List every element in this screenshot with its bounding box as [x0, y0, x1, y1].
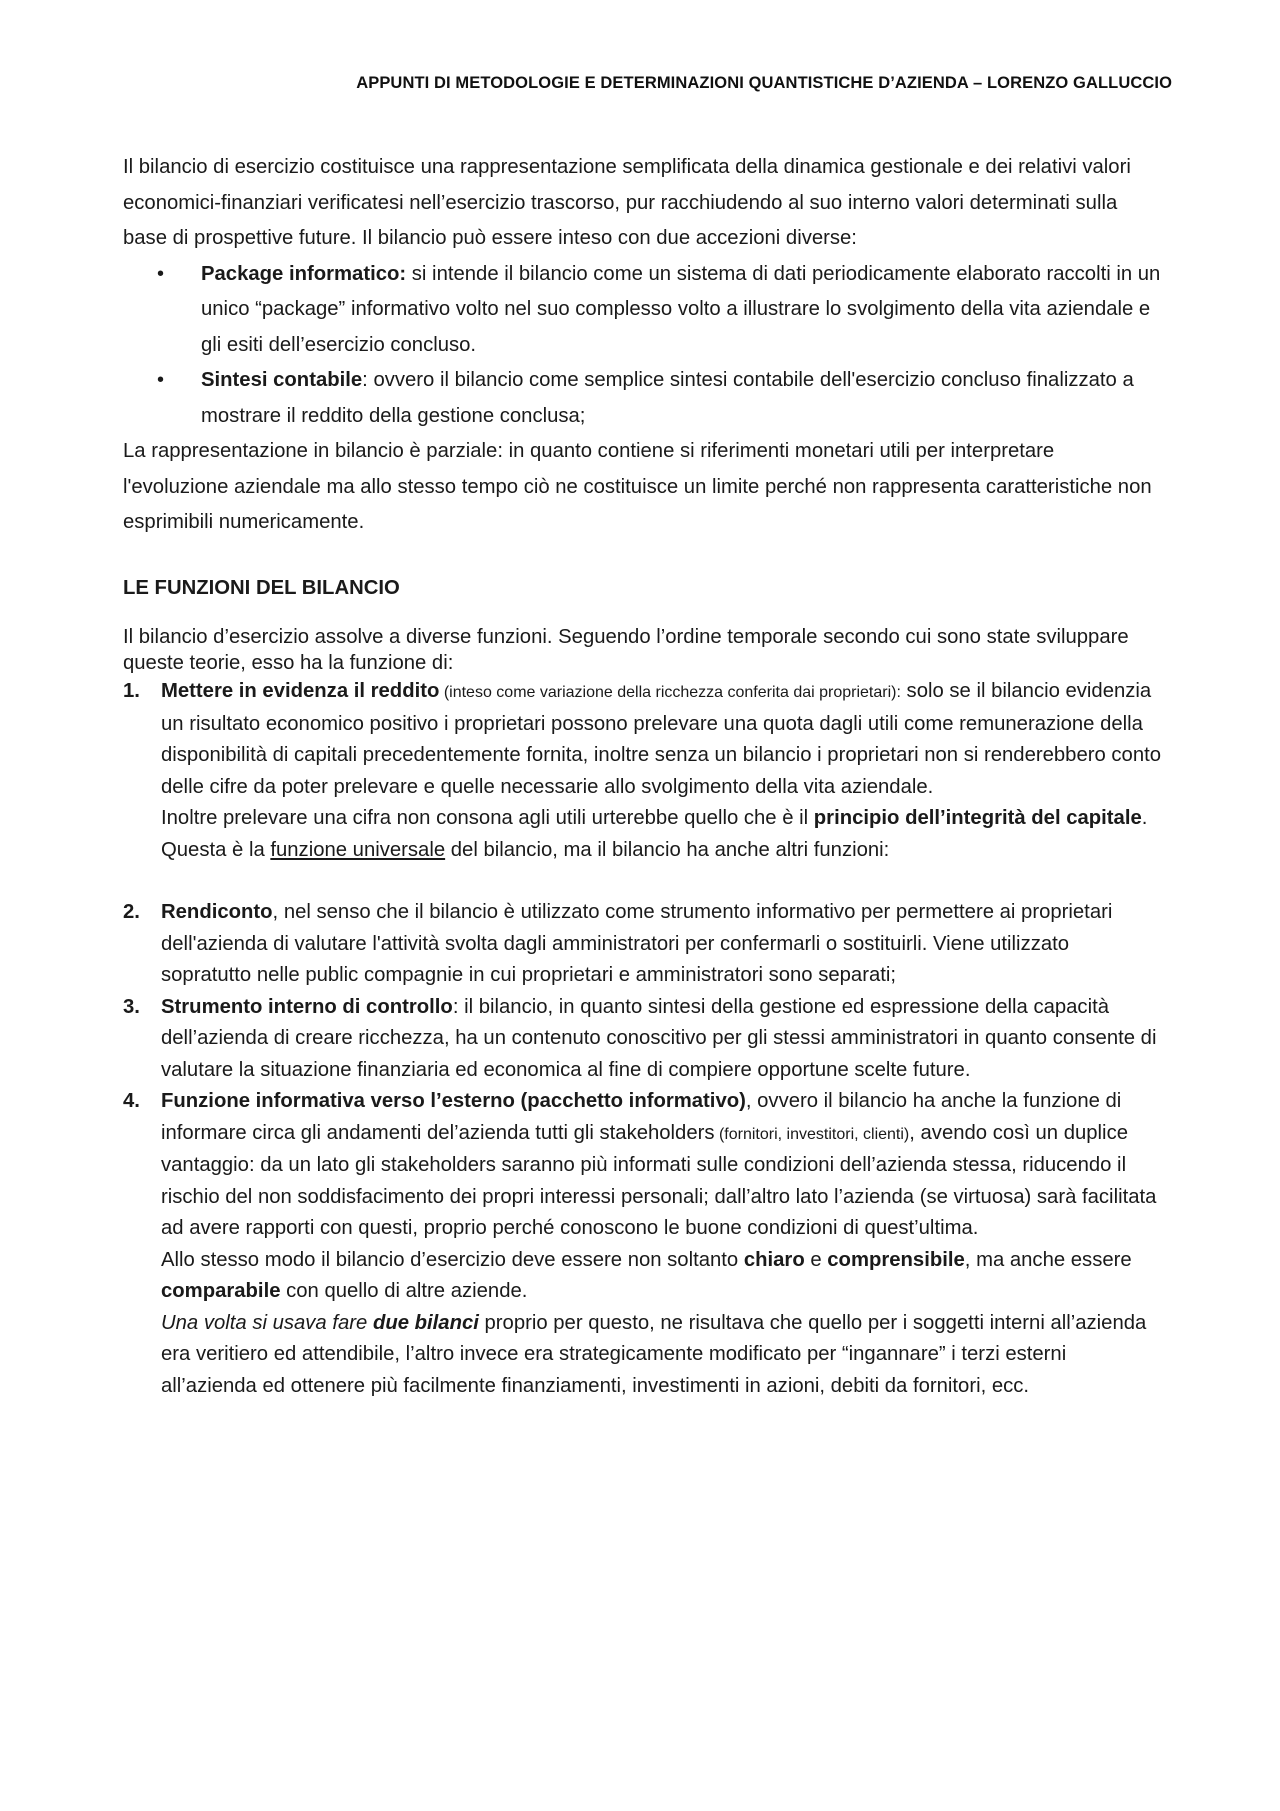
item-term: Rendiconto [161, 901, 273, 923]
item-text: e [804, 1248, 828, 1271]
spacer [123, 866, 1163, 897]
item-italic: Una volta si usava fare [161, 1311, 373, 1334]
item-text: . [1141, 807, 1148, 829]
item-number: 4. [123, 1090, 140, 1112]
item-text: Questa è la [161, 838, 271, 861]
item-term: Mettere in evidenza il reddito [161, 680, 440, 702]
bullet-term: Package informatico: [201, 262, 407, 285]
item-number: 3. [123, 995, 140, 1018]
item-text: , nel senso che il bilancio è utilizzato come strumento informativo per permettere ai proprietari dell'azienda di valutare l'attività svolta dagli amministratori per confermarli o sostituirli. Viene utilizzato sopratutto nelle public compagnie in cui proprietari e amministratori sono separati; [161, 901, 1113, 986]
function-item [123, 992, 1163, 1087]
section-title: LE FUNZIONI DEL BILANCIO [123, 576, 400, 599]
item-text: , ovvero il bilancio ha anche la funzione di informare circa gli andamenti del’azienda tutti gli stakeholders [161, 1090, 1122, 1144]
item-text: con quello di altre aziende. [280, 1280, 528, 1302]
item-term: Funzione informativa verso l’esterno (pacchetto informativo) [161, 1090, 746, 1112]
list-item [201, 257, 1163, 364]
function-item [123, 897, 1163, 992]
definition-list [123, 257, 1163, 435]
item-text: , ma anche essere [964, 1248, 1132, 1271]
item-number: 2. [123, 901, 140, 923]
page-header: APPUNTI DI METODOLOGIE E DETERMINAZIONI QUANTISTICHE D’AZIENDA – LORENZO GALLUCCIO [356, 74, 1172, 92]
item-emphasis: comparabile [161, 1280, 281, 1302]
item-number: 1. [123, 680, 140, 702]
functions-list [123, 676, 1163, 1402]
document-body [123, 150, 1163, 1402]
item-note: (fornitori, investitori, clienti) [714, 1125, 910, 1143]
closing-paragraph: La rappresentazione in bilancio è parziale: in quanto contiene si riferimenti monetari utili per interpretare l'evoluzione aziendale ma allo stesso tempo ciò ne costituisce un limite perché non rappresenta caratteristiche non esprimibili numericamente. [123, 440, 1152, 533]
function-item [123, 676, 1163, 866]
item-text: solo se il bilancio evidenzia un risultato economico positivo i proprietari possono prelevare una quota dagli utili come remunerazione della disponibilità di capitali precedentemente fornita, inoltre senza un bilancio i proprietari non si renderebbero conto delle cifre da poter prelevare e quelle necessarie allo svolgimento della vita aziendale. [161, 680, 1162, 798]
bullet-term: Sintesi contabile [201, 369, 363, 391]
bullet-text: : ovvero il bilancio come semplice sintesi contabile dell'esercizio concluso finalizzato a mostrare il reddito della gestione conclusa; [201, 369, 1134, 427]
item-text: proprio per questo, ne risultava che quello per i soggetti interni all’azienda era veritiero ed attendibile, l’altro invece era strategicamente modificato per “ingannare” i terzi esterni all’azienda ed ottenere più facilmente finanziamenti, investimenti in azioni, debiti da fornitori, ecc. [161, 1311, 1147, 1397]
item-note: (inteso come variazione della ricchezza conferita dai proprietari): [439, 684, 901, 701]
intro-paragraph: Il bilancio di esercizio costituisce una rappresentazione semplificata della dinamica gestionale e dei relativi valori economici-finanziari verificatesi nell’esercizio trascorso, pur racchiudendo al suo interno valori determinati sulla base di prospettive future. Il bilancio può essere inteso con due accezioni diverse: [123, 156, 1131, 249]
function-item [123, 1086, 1163, 1402]
item-text: Inoltre prelevare una cifra non consona agli utili urterebbe quello che è il [161, 807, 814, 829]
item-emphasis: comprensibile [827, 1248, 965, 1271]
item-emphasis: chiaro [743, 1248, 805, 1271]
section-lead: Il bilancio d’esercizio assolve a diverse funzioni. Seguendo l’ordine temporale secondo cui sono state sviluppare queste teorie, esso ha la funzione di: [123, 626, 1129, 674]
item-underline: funzione universale [270, 838, 446, 861]
list-item [201, 363, 1163, 434]
item-text: del bilancio, ma il bilancio ha anche altri funzioni: [445, 838, 890, 861]
bullet-text: si intende il bilancio come un sistema di dati periodicamente elaborato raccolti in un unico “package” informativo volto nel suo complesso volto a illustrare lo svolgimento della vita aziendale e gli esiti dell’esercizio concluso. [201, 262, 1161, 356]
item-text: : il bilancio, in quanto sintesi della gestione ed espressione della capacità dell’azienda di creare ricchezza, ha un contenuto conoscitivo per gli stessi amministratori in quanto consente di valutare la situazione finanziaria ed economica al fine di compiere opportune scelte future. [161, 995, 1157, 1081]
item-text: Allo stesso modo il bilancio d’esercizio deve essere non soltanto [161, 1248, 744, 1271]
item-term: Strumento interno di controllo [161, 995, 453, 1018]
item-text: , avendo così un duplice vantaggio: da un lato gli stakeholders saranno più informati sulle condizioni dell’azienda stessa, riducendo il rischio del non soddisfacimento dei propri interessi personali; dall’altro lato l’azienda (se virtuosa) sarà facilitata ad avere rapporti con questi, proprio perché conoscono le buone condizioni di quest’ultima. [161, 1121, 1157, 1239]
item-emphasis: due bilanci [372, 1311, 479, 1334]
item-emphasis: principio dell’integrità del capitale [813, 807, 1142, 829]
